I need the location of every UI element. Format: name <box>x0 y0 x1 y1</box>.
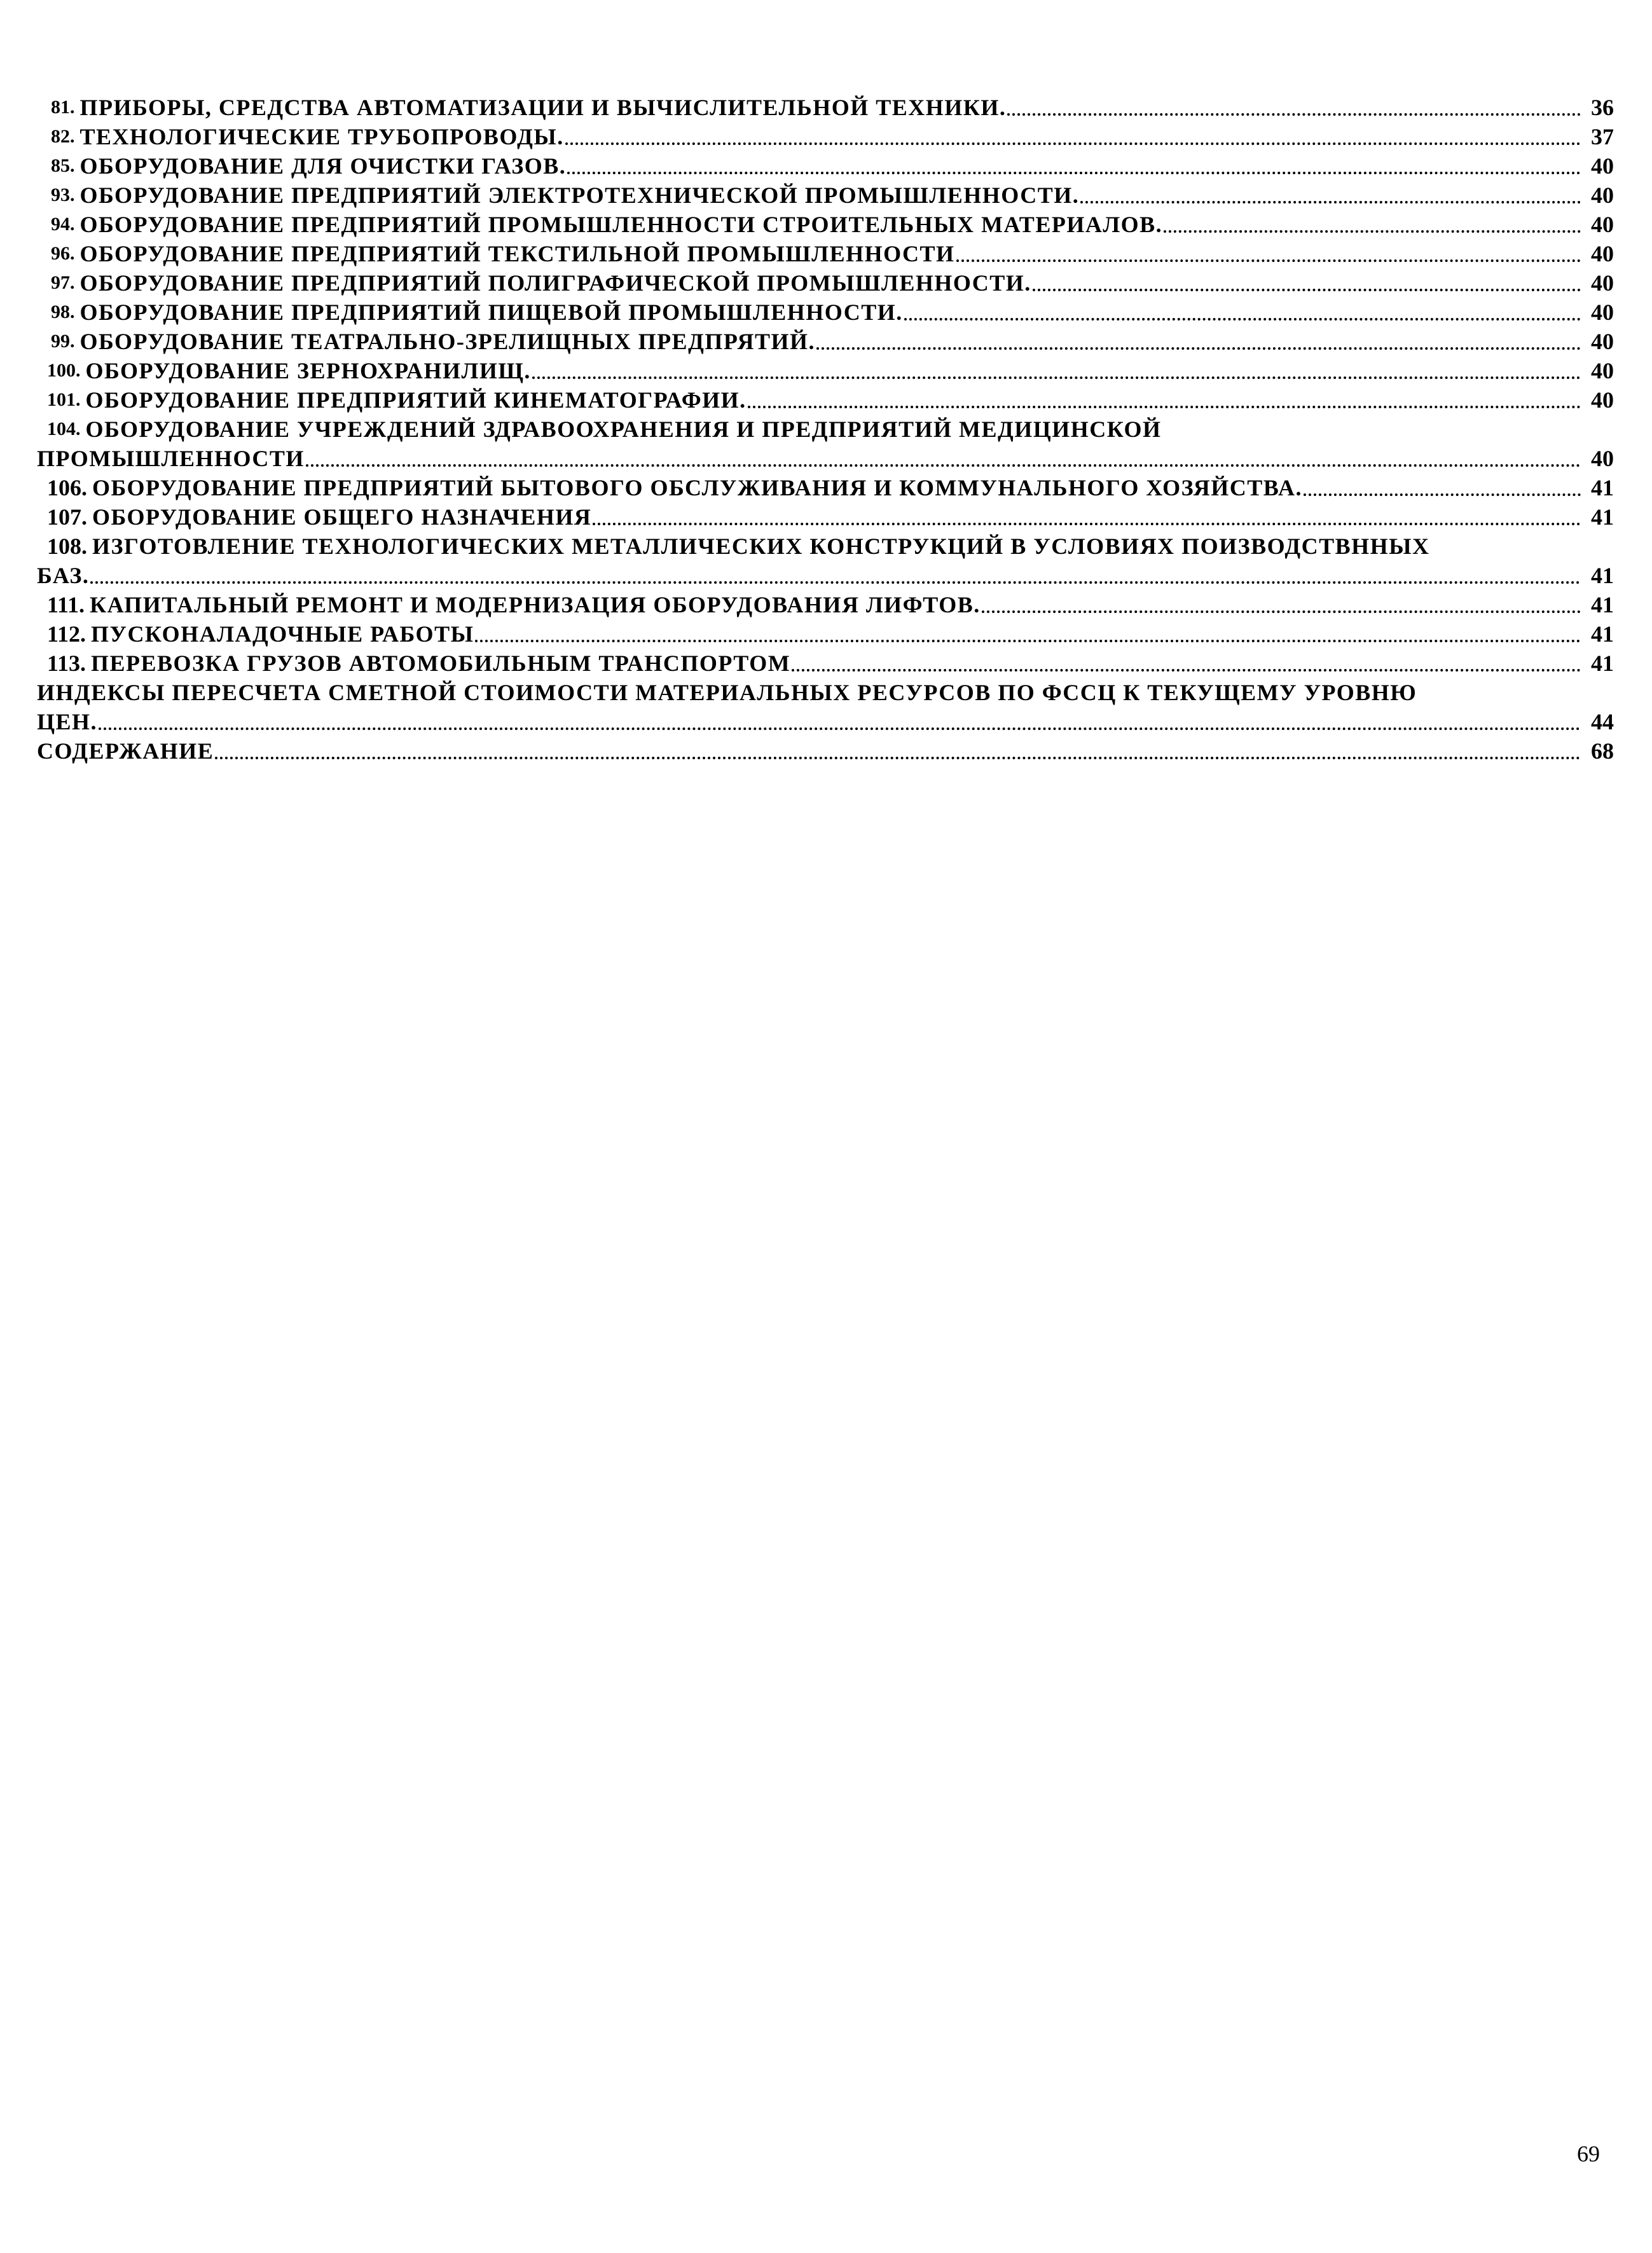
toc-entry[interactable] <box>37 590 1614 619</box>
toc-entry[interactable] <box>37 619 1614 649</box>
toc-entry-number: 98. <box>51 301 75 322</box>
toc-entry[interactable] <box>37 210 1614 239</box>
toc-entry-number: 94. <box>51 214 75 235</box>
toc-entry[interactable] <box>37 93 1614 122</box>
toc-entry-page: 40 <box>1591 212 1614 237</box>
toc-entry[interactable] <box>37 473 1614 502</box>
dot-leader <box>904 298 1581 327</box>
toc-entry-number: 112. <box>47 621 86 647</box>
dot-leader <box>306 444 1581 473</box>
toc-entry-title: ОБОРУДОВАНИЕ ТЕАТРАЛЬНО-ЗРЕЛИЩНЫХ ПРЕДПРЯТИЙ. <box>79 329 816 354</box>
toc-entry[interactable] <box>37 736 1614 766</box>
dot-leader <box>1164 210 1581 239</box>
toc-entry[interactable] <box>37 298 1614 327</box>
toc-entry-number: 111. <box>47 592 85 617</box>
toc-entry-page: 40 <box>1591 358 1614 383</box>
toc-entry-page: 41 <box>1591 475 1614 500</box>
toc-entry-page: 40 <box>1591 329 1614 354</box>
toc-entry-page: 44 <box>1591 709 1614 734</box>
toc-entry[interactable] <box>37 327 1614 356</box>
dot-leader <box>816 327 1581 356</box>
toc-entry[interactable] <box>37 181 1614 210</box>
dot-leader <box>1080 181 1581 210</box>
toc-entry-continuation[interactable] <box>37 561 1614 590</box>
toc-entry-number: 100. <box>47 360 81 381</box>
toc-entry[interactable] <box>37 122 1614 151</box>
toc-entry[interactable] <box>37 385 1614 415</box>
toc-entry-title: ТЕХНОЛОГИЧЕСКИЕ ТРУБОПРОВОДЫ. <box>79 124 564 149</box>
toc-entry-number: 104. <box>47 418 81 439</box>
toc-entry[interactable] <box>37 678 1614 707</box>
page-number: 69 <box>1577 2141 1600 2167</box>
dot-leader <box>215 736 1581 766</box>
toc-entry[interactable] <box>37 239 1614 268</box>
toc-entry[interactable] <box>37 502 1614 532</box>
dot-leader <box>792 649 1581 678</box>
toc-entry-title: ПУСКОНАЛАДОЧНЫЕ РАБОТЫ <box>91 621 474 647</box>
dot-leader <box>99 707 1581 736</box>
dot-leader <box>982 590 1581 619</box>
dot-leader <box>567 151 1581 181</box>
dot-leader <box>90 561 1581 590</box>
toc-entry-page: 40 <box>1591 241 1614 266</box>
dot-leader <box>532 356 1581 385</box>
toc-entry-title-line-2: ЦЕН. <box>37 709 98 734</box>
toc-entry-page: 40 <box>1591 446 1614 471</box>
dot-leader <box>1033 268 1581 298</box>
dot-leader <box>1007 93 1581 122</box>
toc-entry[interactable] <box>37 268 1614 298</box>
toc-entry-title-line-1: ОБОРУДОВАНИЕ УЧРЕЖДЕНИЙ ЗДРАВООХРАНЕНИЯ И ПРЕДПРИЯТИЙ МЕДИЦИНСКОЙ <box>85 417 1162 442</box>
toc-entry-page: 40 <box>1591 153 1614 179</box>
toc-entry-page: 40 <box>1591 270 1614 296</box>
toc-entry-title: ПЕРЕВОЗКА ГРУЗОВ АВТОМОБИЛЬНЫМ ТРАНСПОРТОМ <box>91 651 791 676</box>
toc-entry-number: 113. <box>47 651 86 676</box>
toc-entry-page: 41 <box>1591 621 1614 647</box>
toc-entry-title: ОБОРУДОВАНИЕ ПРЕДПРИЯТИЙ КИНЕМАТОГРАФИИ. <box>85 387 747 413</box>
toc-entry-title-line-1: ИНДЕКСЫ ПЕРЕСЧЕТА СМЕТНОЙ СТОИМОСТИ МАТЕРИАЛЬНЫХ РЕСУРСОВ ПО ФССЦ К ТЕКУЩЕМУ УРОВНЮ <box>37 680 1417 705</box>
toc-entry[interactable] <box>37 649 1614 678</box>
toc-entry-title: КАПИТАЛЬНЫЙ РЕМОНТ И МОДЕРНИЗАЦИЯ ОБОРУДОВАНИЯ ЛИФТОВ. <box>90 592 981 617</box>
toc-entry-page: 37 <box>1591 124 1614 149</box>
toc-entry-title: ОБОРУДОВАНИЕ ПРЕДПРИЯТИЙ БЫТОВОГО ОБСЛУЖИВАНИЯ И КОММУНАЛЬНОГО ХОЗЯЙСТВА. <box>92 475 1302 500</box>
toc-entry-title: ОБОРУДОВАНИЕ ПРЕДПРИЯТИЙ ПОЛИГРАФИЧЕСКОЙ ПРОМЫШЛЕННОСТИ. <box>79 270 1031 296</box>
toc-entry-page: 41 <box>1591 592 1614 617</box>
toc-entry-number: 81. <box>51 97 75 118</box>
toc-entry-continuation[interactable] <box>37 707 1614 736</box>
toc-entry-title: ОБОРУДОВАНИЕ ОБЩЕГО НАЗНАЧЕНИЯ <box>92 504 592 530</box>
toc-entry-number: 93. <box>51 184 75 205</box>
toc-entry-number: 108. <box>47 534 87 559</box>
toc-entry-title: ОБОРУДОВАНИЕ ДЛЯ ОЧИСТКИ ГАЗОВ. <box>79 153 567 179</box>
toc-entry-number: 107. <box>47 504 87 530</box>
toc-entry-title: ОБОРУДОВАНИЕ ПРЕДПРИЯТИЙ ЭЛЕКТРОТЕХНИЧЕСКОЙ ПРОМЫШЛЕННОСТИ. <box>79 183 1080 208</box>
dot-leader <box>565 122 1581 151</box>
toc-entry-title: ОБОРУДОВАНИЕ ЗЕРНОХРАНИЛИЩ. <box>85 358 531 383</box>
toc-entry-title: ПРИБОРЫ, СРЕДСТВА АВТОМАТИЗАЦИИ И ВЫЧИСЛИТЕЛЬНОЙ ТЕХНИКИ. <box>79 95 1007 120</box>
toc-entry-page: 40 <box>1591 183 1614 208</box>
toc-entry-title-line-2: ПРОМЫШЛЕННОСТИ <box>37 446 305 471</box>
toc-entry-number: 99. <box>51 331 75 352</box>
toc-entry-title-line-1: ИЗГОТОВЛЕНИЕ ТЕХНОЛОГИЧЕСКИХ МЕТАЛЛИЧЕСКИХ КОНСТРУКЦИЙ В УСЛОВИЯХ ПОИЗВОДСТВННЫХ <box>92 534 1430 559</box>
toc-entry-number: 101. <box>47 389 81 410</box>
toc-entry-page: 41 <box>1591 651 1614 676</box>
toc-entry[interactable] <box>37 151 1614 181</box>
table-of-contents <box>37 93 1614 766</box>
dot-leader <box>593 502 1581 532</box>
toc-entry-number: 82. <box>51 126 75 147</box>
toc-entry-page: 68 <box>1591 738 1614 764</box>
toc-entry-number: 85. <box>51 155 75 176</box>
dot-leader <box>475 619 1581 649</box>
toc-entry-title: ОБОРУДОВАНИЕ ПРЕДПРИЯТИЙ ПРОМЫШЛЕННОСТИ СТРОИТЕЛЬНЫХ МАТЕРИАЛОВ. <box>79 212 1163 237</box>
toc-entry-number: 96. <box>51 243 75 264</box>
toc-entry-number: 106. <box>47 475 87 500</box>
toc-entry-title: ОБОРУДОВАНИЕ ПРЕДПРИЯТИЙ ТЕКСТИЛЬНОЙ ПРОМЫШЛЕННОСТИ <box>79 241 955 266</box>
toc-entry-page: 40 <box>1591 387 1614 413</box>
toc-entry-title: ОБОРУДОВАНИЕ ПРЕДПРИЯТИЙ ПИЩЕВОЙ ПРОМЫШЛЕННОСТИ. <box>79 300 903 325</box>
toc-entry-page: 41 <box>1591 563 1614 588</box>
toc-entry-number: 97. <box>51 272 75 293</box>
toc-entry[interactable] <box>37 415 1614 444</box>
toc-entry[interactable] <box>37 532 1614 561</box>
toc-entry-page: 41 <box>1591 504 1614 530</box>
dot-leader <box>956 239 1581 268</box>
dot-leader <box>748 385 1581 415</box>
toc-entry-page: 40 <box>1591 300 1614 325</box>
toc-entry-title: СОДЕРЖАНИЕ <box>37 738 214 764</box>
dot-leader <box>1304 473 1581 502</box>
toc-entry[interactable] <box>37 356 1614 385</box>
toc-entry-continuation[interactable] <box>37 444 1614 473</box>
toc-entry-title-line-2: БАЗ. <box>37 563 90 588</box>
toc-entry-page: 36 <box>1591 95 1614 120</box>
